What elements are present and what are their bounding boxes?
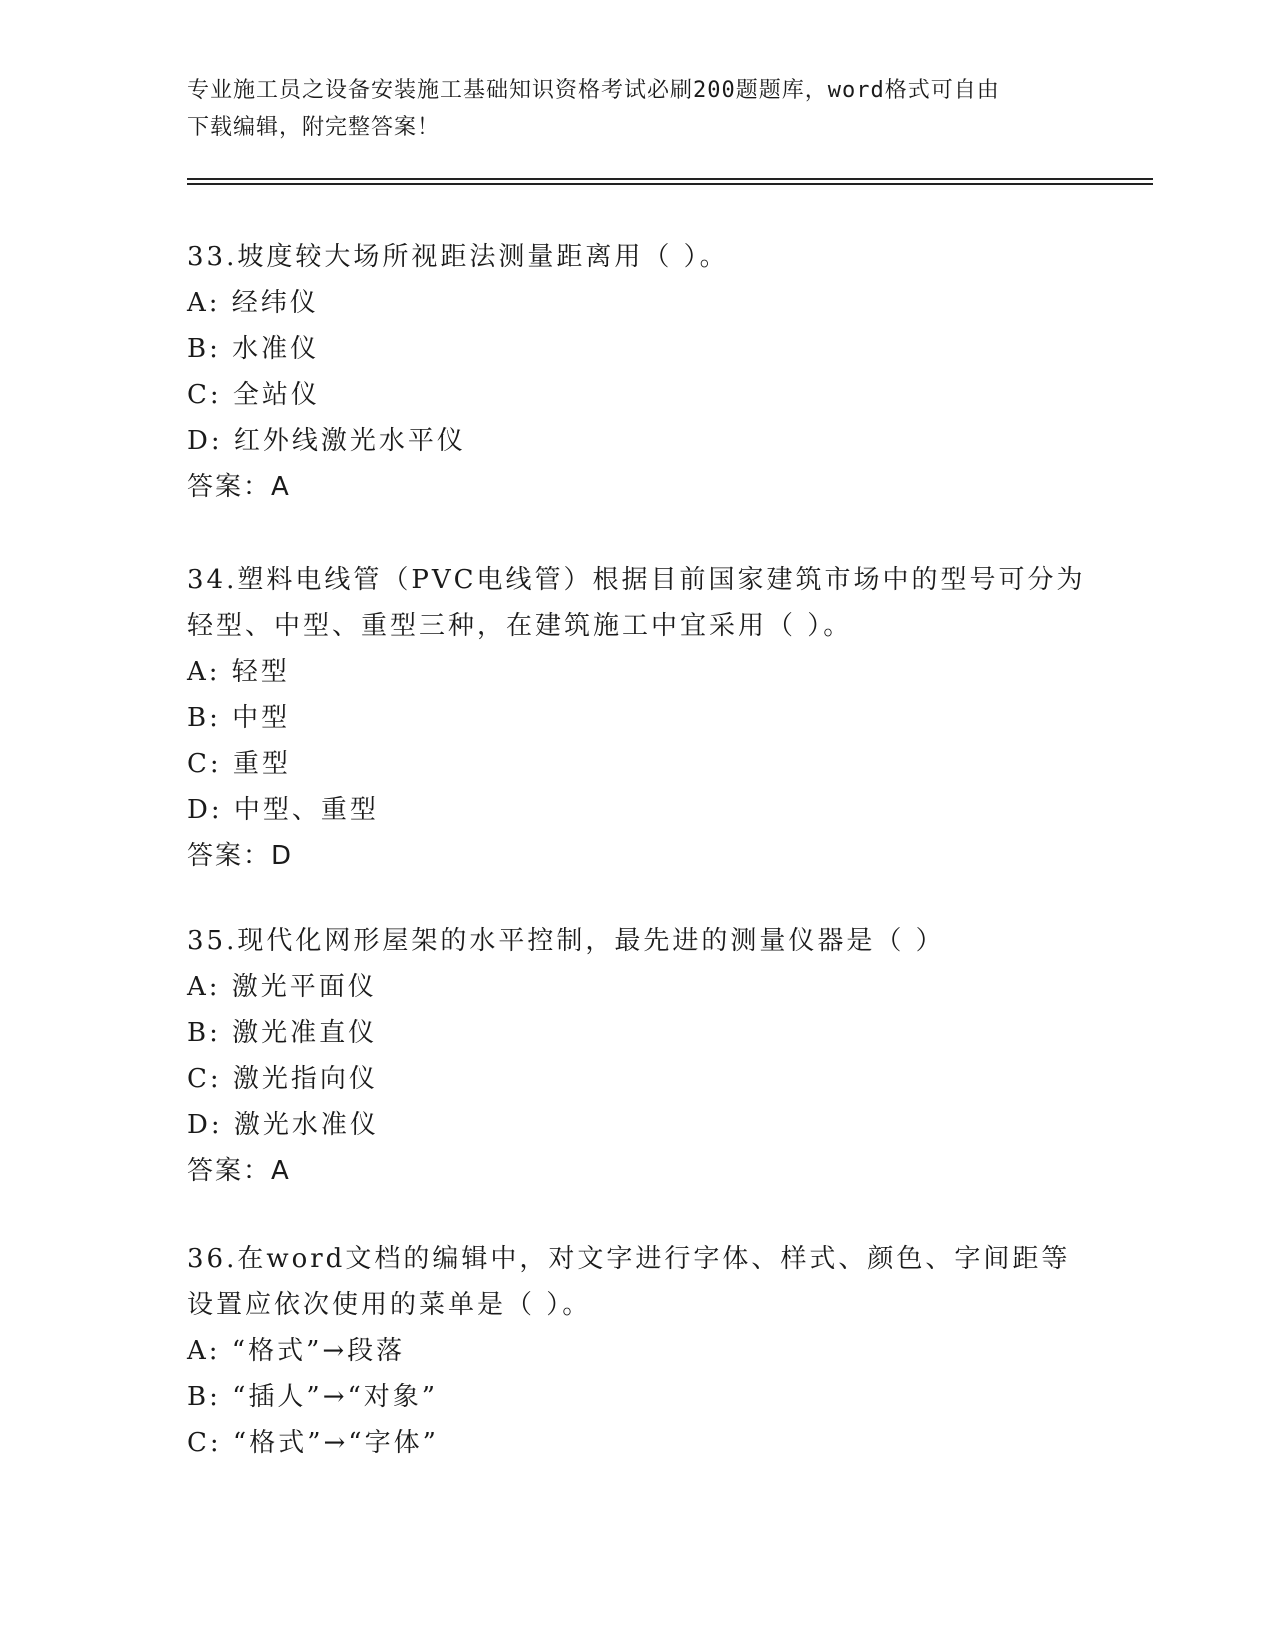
header-line-1: 专业施工员之设备安装施工基础知识资格考试必刷200题题库，word格式可自由: [187, 78, 1000, 103]
question-34: [187, 557, 1087, 879]
question-stem-continued: 设置应依次使用的菜单是（ ）。: [187, 1290, 592, 1320]
option-d: D: 红外线激光水平仪: [187, 426, 466, 456]
option-d: D: 中型、重型: [187, 795, 379, 825]
option-b: B: 中型: [187, 703, 291, 733]
question-stem-continued: 轻型、中型、重型三种，在建筑施工中宜采用（ ）。: [187, 611, 853, 641]
option-c: C: 重型: [187, 749, 291, 779]
option-a: A: 经纬仪: [187, 288, 319, 318]
question-stem: 33.坡度较大场所视距法测量距离用（ ）。: [187, 242, 729, 272]
document-header: [187, 72, 1087, 146]
option-a: A: 轻型: [187, 657, 290, 687]
header-line-2: 下载编辑，附完整答案！: [187, 115, 441, 140]
question-35: [187, 918, 1087, 1194]
option-b: B: 水准仪: [187, 334, 320, 364]
option-b: B: “插人”→“对象”: [187, 1382, 439, 1412]
question-stem: 36.在word文档的编辑中，对文字进行字体、样式、颜色、字间距等: [187, 1244, 1071, 1274]
question-33: [187, 234, 1087, 510]
option-c: C: 激光指向仪: [187, 1064, 378, 1094]
option-c: C: 全站仪: [187, 380, 320, 410]
question-36: [187, 1236, 1087, 1466]
header-divider-top: [187, 178, 1153, 180]
answer-line: 答案：A: [187, 1156, 291, 1186]
option-a: A: “格式”→段落: [187, 1336, 406, 1366]
option-b: B: 激光准直仪: [187, 1018, 378, 1048]
header-divider-bottom: [187, 183, 1153, 185]
option-d: D: 激光水准仪: [187, 1110, 379, 1140]
question-stem: 34.塑料电线管（PVC电线管）根据目前国家建筑市场中的型号可分为: [187, 565, 1086, 595]
answer-line: 答案：D: [187, 841, 294, 871]
question-stem: 35.现代化网形屋架的水平控制，最先进的测量仪器是（ ）: [187, 926, 945, 956]
answer-line: 答案：A: [187, 472, 291, 502]
option-a: A: 激光平面仪: [187, 972, 377, 1002]
option-c: C: “格式”→“字体”: [187, 1428, 439, 1458]
